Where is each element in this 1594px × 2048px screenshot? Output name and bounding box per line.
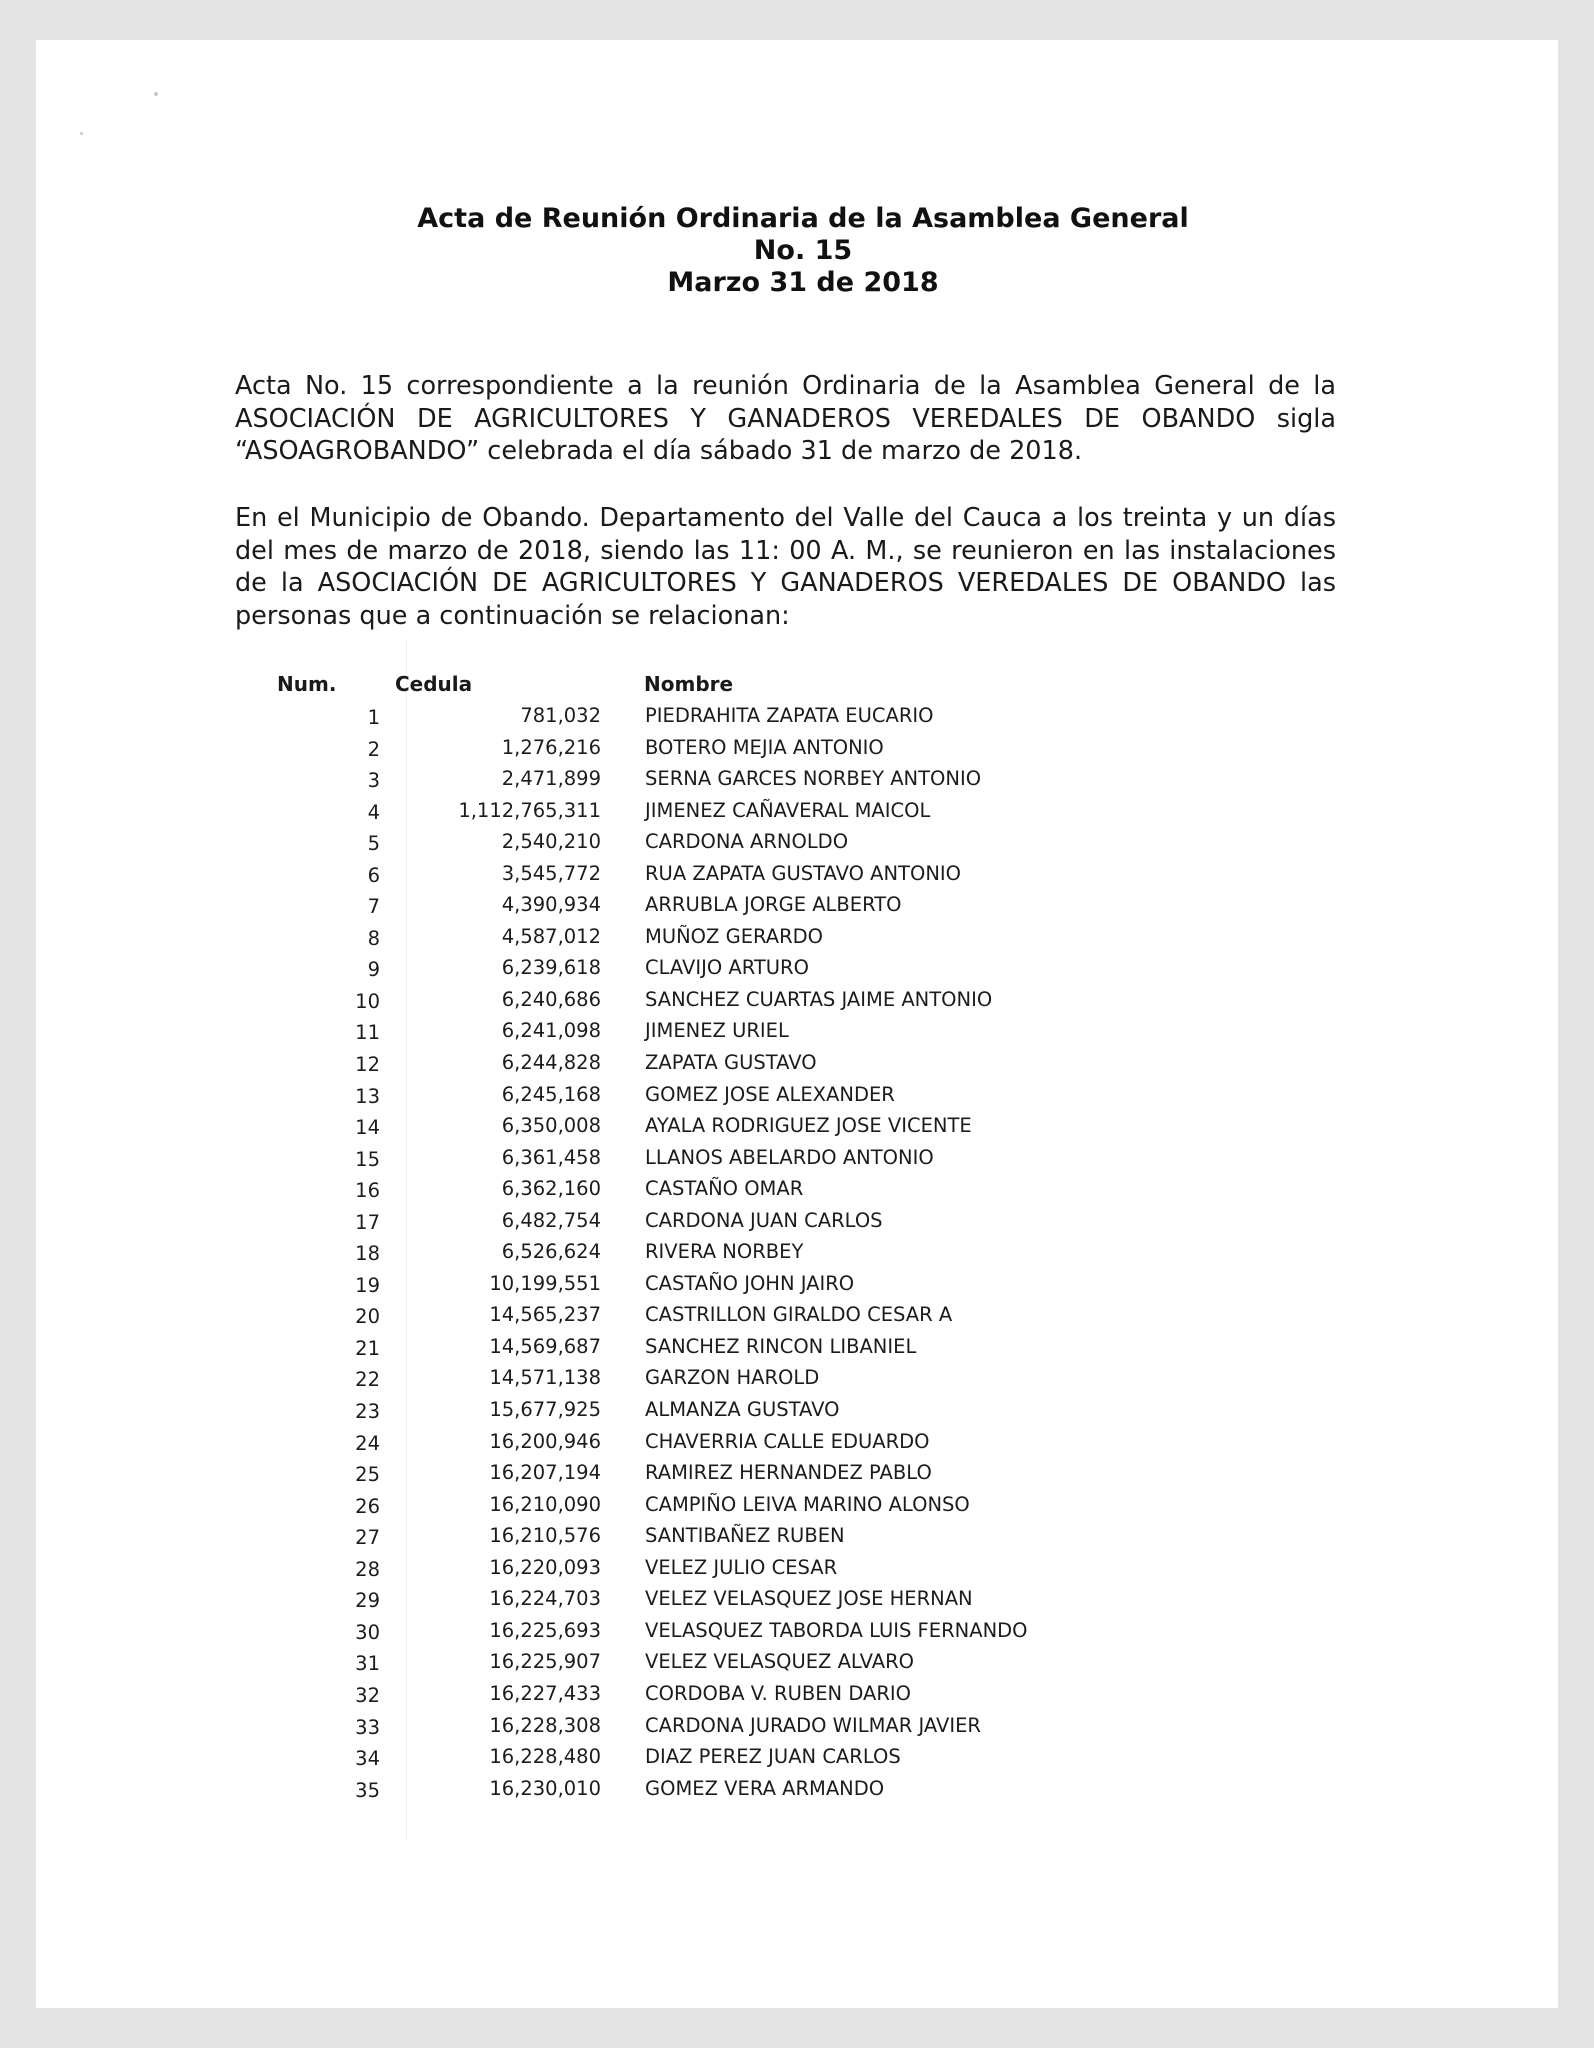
table-row	[36, 1236, 1558, 1268]
row-num: 32	[355, 1683, 380, 1707]
table-row	[36, 1047, 1558, 1079]
row-cedula: 6,361,458	[501, 1145, 601, 1169]
row-nombre: CARDONA JURADO WILMAR JAVIER	[645, 1713, 981, 1737]
row-nombre: SANTIBAÑEZ RUBEN	[645, 1524, 845, 1548]
row-cedula: 4,587,012	[501, 924, 601, 948]
table-row	[36, 1741, 1558, 1773]
row-cedula: 16,210,090	[489, 1492, 601, 1516]
row-nombre: DIAZ PEREZ JUAN CARLOS	[645, 1745, 901, 1769]
column-header-cedula: Cedula	[395, 672, 473, 696]
row-num: 14	[355, 1116, 380, 1140]
row-cedula: 16,227,433	[489, 1681, 601, 1705]
table-row	[36, 889, 1558, 921]
row-cedula: 6,482,754	[501, 1208, 601, 1232]
row-nombre: SERNA GARCES NORBEY ANTONIO	[645, 767, 982, 791]
table-row	[36, 1268, 1558, 1300]
row-num: 21	[355, 1336, 380, 1360]
table-row	[36, 1552, 1558, 1584]
row-cedula: 4,390,934	[501, 893, 601, 917]
row-nombre: PIEDRAHITA ZAPATA EUCARIO	[645, 704, 934, 727]
table-row	[36, 1678, 1558, 1710]
table-row	[36, 700, 1558, 732]
row-num: 28	[355, 1557, 380, 1581]
row-nombre: CAMPIÑO LEIVA MARINO ALONSO	[645, 1492, 970, 1516]
row-nombre: GARZON HAROLD	[645, 1366, 820, 1390]
table-row	[36, 1583, 1558, 1615]
table-row	[36, 763, 1558, 795]
table-row	[36, 1331, 1558, 1363]
row-nombre: VELEZ JULIO CESAR	[645, 1555, 838, 1579]
row-cedula: 10,199,551	[489, 1271, 601, 1295]
table-row	[36, 1646, 1558, 1678]
row-nombre: ZAPATA GUSTAVO	[645, 1051, 817, 1075]
row-num: 17	[355, 1210, 380, 1234]
row-num: 33	[355, 1715, 380, 1739]
table-row	[36, 795, 1558, 827]
row-num: 2	[367, 737, 380, 761]
row-cedula: 6,362,160	[501, 1177, 601, 1201]
row-num: 3	[367, 769, 380, 793]
row-nombre: AYALA RODRIGUEZ JOSE VICENTE	[645, 1114, 972, 1138]
row-nombre: SANCHEZ CUARTAS JAIME ANTONIO	[645, 987, 993, 1011]
row-cedula: 6,350,008	[501, 1114, 601, 1138]
document-page	[36, 40, 1558, 2008]
row-cedula: 6,244,828	[501, 1051, 601, 1075]
table-row	[36, 1142, 1558, 1174]
row-nombre: RUA ZAPATA GUSTAVO ANTONIO	[645, 861, 961, 885]
row-num: 10	[355, 989, 380, 1013]
row-num: 12	[355, 1053, 380, 1077]
row-nombre: SANCHEZ RINCON LIBANIEL	[645, 1334, 917, 1358]
column-header-num: Num.	[277, 672, 337, 696]
table-row	[36, 1015, 1558, 1047]
table-row	[36, 858, 1558, 890]
row-cedula: 6,240,686	[501, 987, 601, 1011]
row-nombre: CASTAÑO JOHN JAIRO	[645, 1271, 855, 1295]
row-nombre: VELASQUEZ TABORDA LUIS FERNANDO	[645, 1618, 1028, 1642]
act-number: No. 15	[753, 235, 853, 266]
row-cedula: 16,200,946	[489, 1429, 601, 1453]
table-row	[36, 826, 1558, 858]
row-nombre: RAMIREZ HERNANDEZ PABLO	[645, 1461, 932, 1485]
row-num: 18	[355, 1242, 380, 1266]
table-row	[36, 1079, 1558, 1111]
row-num: 24	[355, 1431, 380, 1455]
row-nombre: CARDONA ARNOLDO	[645, 830, 849, 854]
row-cedula: 2,471,899	[501, 767, 601, 791]
attendance-rows	[36, 700, 1558, 1804]
row-num: 34	[355, 1747, 380, 1771]
row-num: 7	[367, 895, 380, 919]
act-date: Marzo 31 de 2018	[667, 267, 939, 298]
table-row	[36, 1615, 1558, 1647]
row-num: 9	[367, 958, 380, 982]
row-nombre: CASTAÑO OMAR	[645, 1177, 804, 1201]
row-num: 1	[367, 706, 380, 729]
table-row	[36, 952, 1558, 984]
row-cedula: 14,571,138	[489, 1366, 601, 1390]
table-row	[36, 921, 1558, 953]
row-nombre: CORDOBA V. RUBEN DARIO	[645, 1681, 911, 1705]
row-num: 8	[367, 926, 380, 950]
row-num: 23	[355, 1400, 380, 1424]
table-row	[36, 1710, 1558, 1742]
row-nombre: MUÑOZ GERARDO	[645, 924, 824, 948]
row-nombre: VELEZ VELASQUEZ JOSE HERNAN	[645, 1587, 973, 1611]
table-row	[36, 1299, 1558, 1331]
table-row	[36, 1457, 1558, 1489]
row-cedula: 16,207,194	[489, 1461, 601, 1485]
row-num: 30	[355, 1620, 380, 1644]
scan-speck	[154, 92, 158, 96]
row-nombre: CARDONA JUAN CARLOS	[645, 1208, 883, 1232]
row-nombre: JIMENEZ URIEL	[645, 1019, 789, 1043]
row-cedula: 781,032	[520, 704, 601, 727]
row-nombre: CASTRILLON GIRALDO CESAR A	[645, 1303, 953, 1327]
row-cedula: 6,241,098	[501, 1019, 601, 1043]
row-num: 22	[355, 1368, 380, 1392]
row-nombre: ARRUBLA JORGE ALBERTO	[645, 893, 902, 917]
row-num: 16	[355, 1179, 380, 1203]
intro-paragraph: Acta No. 15 correspondiente a la reunión Ordinaria de la Asamblea General de la ASOCIACIÓN DE AGRICULTORES Y GANADEROS VEREDALES DE OBANDO sigla “ASOAGROBANDO” celebrada el día sábado 31 de marzo de 2018.	[235, 371, 1336, 466]
row-cedula: 14,569,687	[489, 1334, 601, 1358]
row-nombre: BOTERO MEJIA ANTONIO	[645, 735, 884, 759]
table-row	[36, 1520, 1558, 1552]
row-num: 27	[355, 1526, 380, 1550]
row-cedula: 1,276,216	[501, 735, 601, 759]
row-num: 20	[355, 1305, 380, 1329]
row-num: 5	[367, 832, 380, 856]
row-cedula: 2,540,210	[501, 830, 601, 854]
row-num: 4	[367, 800, 380, 824]
row-nombre: CHAVERRIA CALLE EDUARDO	[645, 1429, 930, 1453]
row-cedula: 16,225,907	[489, 1650, 601, 1674]
document-header	[36, 203, 1558, 299]
row-nombre: RIVERA NORBEY	[645, 1240, 804, 1264]
row-cedula: 16,225,693	[489, 1618, 601, 1642]
row-cedula: 16,228,480	[489, 1745, 601, 1769]
row-num: 13	[355, 1084, 380, 1108]
row-cedula: 15,677,925	[489, 1398, 601, 1422]
row-num: 29	[355, 1589, 380, 1613]
row-num: 35	[355, 1778, 380, 1802]
row-cedula: 3,545,772	[501, 861, 601, 885]
table-row	[36, 1489, 1558, 1521]
table-row	[36, 1205, 1558, 1237]
row-nombre: GOMEZ VERA ARMANDO	[645, 1776, 885, 1800]
table-row	[36, 732, 1558, 764]
row-num: 11	[355, 1021, 380, 1045]
table-row	[36, 1362, 1558, 1394]
row-nombre: VELEZ VELASQUEZ ALVARO	[645, 1650, 914, 1674]
row-nombre: ALMANZA GUSTAVO	[645, 1398, 840, 1422]
row-num: 31	[355, 1652, 380, 1676]
row-num: 6	[367, 863, 380, 887]
table-row	[36, 984, 1558, 1016]
table-row	[36, 1110, 1558, 1142]
table-row	[36, 1394, 1558, 1426]
row-cedula: 6,239,618	[501, 956, 601, 980]
row-cedula: 6,245,168	[501, 1082, 601, 1106]
row-cedula: 1,112,765,311	[458, 798, 601, 822]
row-num: 25	[355, 1463, 380, 1487]
column-header-nombre: Nombre	[644, 672, 734, 696]
table-row	[36, 1426, 1558, 1458]
row-nombre: JIMENEZ CAÑAVERAL MAICOL	[645, 798, 931, 822]
row-cedula: 14,565,237	[489, 1303, 601, 1327]
table-row	[36, 1773, 1558, 1805]
row-nombre: GOMEZ JOSE ALEXANDER	[645, 1082, 895, 1106]
document-title: Acta de Reunión Ordinaria de la Asamblea General	[417, 203, 1189, 234]
scan-speck	[80, 132, 83, 135]
row-num: 15	[355, 1147, 380, 1171]
row-cedula: 16,228,308	[489, 1713, 601, 1737]
row-nombre: CLAVIJO ARTURO	[645, 956, 809, 980]
row-cedula: 16,220,093	[489, 1555, 601, 1579]
row-cedula: 16,230,010	[489, 1776, 601, 1800]
row-nombre: LLANOS ABELARDO ANTONIO	[645, 1145, 934, 1169]
row-cedula: 6,526,624	[501, 1240, 601, 1264]
row-num: 19	[355, 1273, 380, 1297]
table-row	[36, 1173, 1558, 1205]
location-paragraph: En el Municipio de Obando. Departamento del Valle del Cauca a los treinta y un días del mes de marzo de 2018, siendo las 11: 00 A. M., se reunieron en las instalaciones de la ASOCIACIÓN DE AGRICULTORES Y GANADEROS VEREDALES DE OBANDO las personas que a continuación se relacionan:	[235, 503, 1336, 631]
row-cedula: 16,224,703	[489, 1587, 601, 1611]
row-num: 26	[355, 1494, 380, 1518]
row-cedula: 16,210,576	[489, 1524, 601, 1548]
